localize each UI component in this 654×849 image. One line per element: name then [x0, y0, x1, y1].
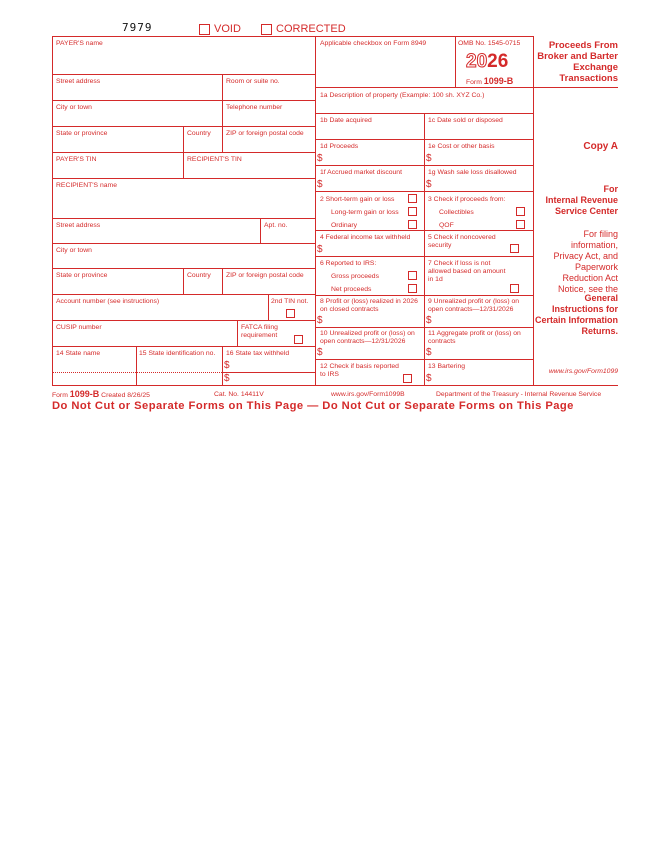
- box-1g-dollar: $: [426, 179, 432, 190]
- box-11-dollar: $: [426, 347, 432, 358]
- state-dotted-divider: [52, 372, 222, 373]
- box-1e-label: 1e Cost or other basis: [428, 143, 495, 150]
- side-irs-label: Internal Revenue Service Center: [545, 195, 618, 216]
- footer-warning: Do Not Cut or Separate Forms on This Page — Do Not Cut or Separate Forms on This Page: [52, 400, 574, 412]
- box-1c-label: 1c Date sold or disposed: [428, 117, 503, 124]
- box-2-label: 2 Short-term gain or loss: [320, 196, 395, 203]
- fatca-label: FATCA filing requirement: [241, 324, 278, 339]
- recipient-state-label: State or province: [56, 272, 108, 279]
- footer-form-label: Form: [52, 392, 68, 399]
- payer-phone-label: Telephone number: [226, 104, 283, 111]
- state-id-label: 15 State identification no.: [139, 350, 216, 357]
- form-title: Proceeds From Broker and Barter Exchange Transactions: [537, 40, 618, 84]
- recipient-tin-label: RECIPIENT'S TIN: [187, 156, 242, 163]
- box-9-label: 9 Unrealized profit or (loss) on open contracts—12/31/2026: [428, 298, 520, 313]
- box-13-label: 13 Bartering: [428, 363, 466, 370]
- box-12-label: 12 Check if basis reported to IRS: [320, 363, 399, 378]
- corrected-label: CORRECTED: [276, 23, 346, 35]
- void-label: VOID: [214, 23, 241, 35]
- box-1d-dollar: $: [317, 153, 323, 164]
- box-7-label: 7 Check if loss is not allowed based on amount in 1d: [428, 260, 506, 283]
- box-10-dollar: $: [317, 347, 323, 358]
- short-term-checkbox[interactable]: [408, 194, 417, 203]
- omb-label: OMB No. 1545-0715: [458, 40, 521, 47]
- tax-year: [466, 52, 508, 72]
- form-code: 7979: [122, 21, 153, 34]
- state-tax-dollar-2: $: [224, 373, 230, 384]
- box-3-label: 3 Check if proceeds from:: [428, 196, 506, 203]
- checkbox-8949-label: Applicable checkbox on Form 8949: [320, 40, 427, 47]
- box-2-ordinary-label: Ordinary: [331, 222, 358, 229]
- box-1b-label: 1b Date acquired: [320, 117, 372, 124]
- box-13-dollar: $: [426, 373, 432, 384]
- side-for-label: For: [603, 184, 618, 194]
- gross-proceeds-checkbox[interactable]: [408, 271, 417, 280]
- second-tin-label: 2nd TIN not.: [271, 298, 309, 305]
- recipient-street-label: Street address: [56, 222, 101, 229]
- fatca-checkbox[interactable]: [294, 335, 303, 344]
- payer-name-label: PAYER'S name: [56, 40, 103, 47]
- box-3-qof-label: QOF: [439, 222, 454, 229]
- state-name-label: 14 State name: [56, 350, 101, 357]
- box-3-collectibles-label: Collectibles: [439, 209, 474, 216]
- payer-country-label: Country: [187, 130, 211, 137]
- side-url[interactable]: www.irs.gov/Form1099: [548, 368, 618, 375]
- box-9-dollar: $: [426, 315, 432, 326]
- cusip-label: CUSIP number: [56, 324, 102, 331]
- void-checkbox[interactable]: [199, 24, 210, 35]
- payer-state-label: State or province: [56, 130, 108, 137]
- box-1d-label: 1d Proceeds: [320, 143, 359, 150]
- corrected-checkbox[interactable]: [261, 24, 272, 35]
- box-11-label: 11 Aggregate profit or (loss) on contracts: [428, 330, 521, 345]
- ordinary-checkbox[interactable]: [408, 220, 417, 229]
- payer-tin-label: PAYER'S TIN: [56, 156, 97, 163]
- box-8-label: 8 Profit or (loss) realized in 2026 on closed contracts: [320, 298, 418, 313]
- state-tax-label: 16 State tax withheld: [226, 350, 290, 357]
- box-4-label: 4 Federal income tax withheld: [320, 234, 411, 241]
- form-number-value-header: 1099-B: [483, 76, 514, 86]
- payer-room-label: Room or suite no.: [226, 78, 280, 85]
- box-1e-dollar: $: [426, 153, 432, 164]
- footer-url[interactable]: www.irs.gov/Form1099B: [331, 391, 405, 398]
- collectibles-checkbox[interactable]: [516, 207, 525, 216]
- box-1g-label: 1g Wash sale loss disallowed: [428, 169, 517, 176]
- payer-street-label: Street address: [56, 78, 101, 85]
- recipient-city-label: City or town: [56, 247, 92, 254]
- box-8-dollar: $: [317, 315, 323, 326]
- loss-not-allowed-checkbox[interactable]: [510, 284, 519, 293]
- box-1f-dollar: $: [317, 179, 323, 190]
- form-label-header: Form: [466, 79, 482, 86]
- side-general-text: General Instructions for Certain Information Returns.: [535, 293, 619, 336]
- box-6-gross-label: Gross proceeds: [331, 273, 379, 280]
- box-1f-label: 1f Accrued market discount: [320, 169, 402, 176]
- footer-form-number: 1099-B: [69, 389, 100, 399]
- copy-a-label: Copy A: [583, 141, 618, 152]
- payer-city-label: City or town: [56, 104, 92, 111]
- footer-created: Created 8/26/25: [101, 392, 150, 399]
- side-filing-text: For filing information, Privacy Act, and Paperwork Reduction Act Notice, see the: [553, 229, 618, 294]
- box-6-net-label: Net proceeds: [331, 286, 372, 293]
- noncovered-checkbox[interactable]: [510, 244, 519, 253]
- box-6-label: 6 Reported to IRS:: [320, 260, 377, 267]
- box-1a-label: 1a Description of property (Example: 100 sh. XYZ Co.): [320, 92, 485, 99]
- box-5-label: 5 Check if noncovered security: [428, 234, 496, 249]
- box-2-long-label: Long-term gain or loss: [331, 209, 399, 216]
- recipient-name-label: RECIPIENT'S name: [56, 182, 117, 189]
- footer-dept: Department of the Treasury - Internal Revenue Service: [436, 391, 602, 398]
- form-number-header: [466, 77, 513, 87]
- box-10-label: 10 Unrealized profit or (loss) on open contracts—12/31/2026: [320, 330, 415, 345]
- recipient-country-label: Country: [187, 272, 211, 279]
- basis-reported-checkbox[interactable]: [403, 374, 412, 383]
- footer-cat-no: Cat. No. 14411V: [214, 391, 264, 398]
- net-proceeds-checkbox[interactable]: [408, 284, 417, 293]
- payer-zip-label: ZIP or foreign postal code: [226, 130, 304, 137]
- tax-year-prefix: 20: [466, 51, 488, 72]
- recipient-apt-label: Apt. no.: [264, 222, 288, 229]
- recipient-zip-label: ZIP or foreign postal code: [226, 272, 304, 279]
- long-term-checkbox[interactable]: [408, 207, 417, 216]
- account-number-label: Account number (see instructions): [56, 298, 160, 305]
- qof-checkbox[interactable]: [516, 220, 525, 229]
- second-tin-checkbox[interactable]: [286, 309, 295, 318]
- box-4-dollar: $: [317, 244, 323, 255]
- tax-year-suffix: 26: [487, 51, 509, 72]
- state-tax-dollar-1: $: [224, 360, 230, 371]
